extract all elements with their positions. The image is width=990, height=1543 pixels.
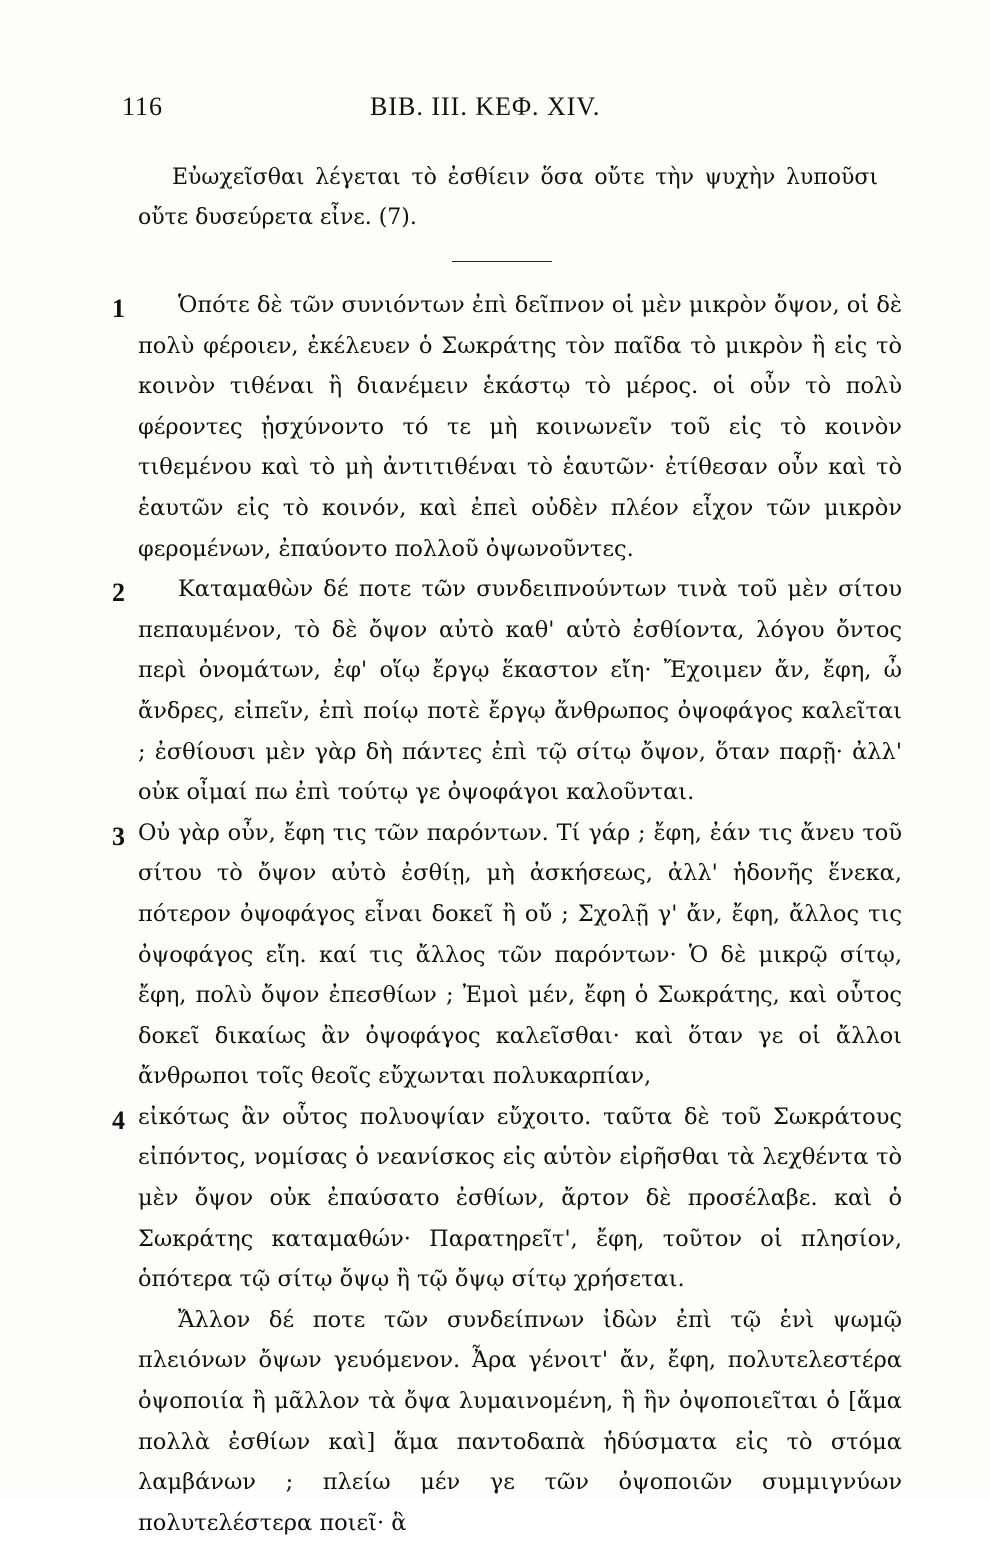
page-header <box>122 92 882 132</box>
chapter-body <box>112 285 902 1543</box>
chapter-summary: Εὐωχεῖσθαι λέγεται τὸ ἐσθίειν ὅσα οὔτε τὴν ψυχὴν λυποῦσι οὔτε δυσεύρετα εἶνε. (7). <box>138 165 878 230</box>
paragraph-text: Ἄλλον δέ ποτε τῶν συνδείπνων ἰδὼν ἐπὶ τῷ ἑνὶ ψωμῷ πλειόνων ὄψων γευόμενον. Ἆρα γένοιτ' ἄν, ἔφη, πολυτελεστέρα ὀψοποιία ἢ μᾶλλον τὰ ὄψα λυμαινομένη, ἣ ἣν ὀψοποιεῖται ὁ [ἅμα πολλὰ ἐσθίων καὶ] ἅμα παντοδαπὰ ἡδύσματα εἰς τὸ στόμα λαμβάνων ; πλείω μέν γε τῶν ὀψοποιῶν συμμιγνύων πολυτελέστερα ποιεῖ· ἃ <box>138 1306 902 1536</box>
paragraph-number: 2 <box>112 578 125 608</box>
paragraph-number: 3 <box>112 821 125 851</box>
paragraph-number: 4 <box>112 1105 125 1135</box>
separator-rule <box>452 261 552 262</box>
paragraph-text: Οὐ γὰρ οὖν, ἔφη τις τῶν παρόντων. Τί γάρ ; ἔφη, ἐάν τις ἄνευ τοῦ σίτου τὸ ὄψον αὐτὸ ἐσθίῃ, μὴ ἀσκήσεως, ἀλλ' ἡδονῆς ἕνεκα, πότερον ὀψοφάγος εἶναι δοκεῖ ἢ οὔ ; Σχολῇ γ' ἄν, ἔφη, ἄλλος τις ὀψοφάγος εἴη. καί τις ἄλλος τῶν παρόντων· Ὁ δὲ μικρῷ σίτῳ, ἔφη, πολὺ ὄψον ἐπεσθίων ; Ἐμοὶ μέν, ἔφη ὁ Σωκράτης, καὶ οὗτος δοκεῖ δικαίως ἂν ὀψοφάγος καλεῖσθαι· καὶ ὅταν γε οἱ ἄλλοι ἄνθρωποι τοῖς θεοῖς εὔχωνται πολυκαρπίαν, <box>138 819 902 1090</box>
paragraph <box>138 1300 902 1543</box>
paragraph <box>112 1097 902 1300</box>
paragraph <box>112 285 902 569</box>
paragraph-text: εἰκότως ἂν οὗτος πολυοψίαν εὔχοιτο. ταῦτα δὲ τοῦ Σωκράτους εἰπόντος, νομίσας ὁ νεανίσκος εἰς αὑτὸν εἰρῆσθαι τὰ λεχθέντα τὸ μὲν ὄψον οὐκ ἐπαύσατο ἐσθίων, ἄρτον δὲ προσέλαβε. καὶ ὁ Σωκράτης καταμαθών· Παρατηρεῖτ', ἔφη, τοῦτον οἱ πλησίον, ὁπότερα τῷ σίτῳ ὄψῳ ἢ τῷ ὄψῳ σίτῳ χρήσεται. <box>138 1103 902 1293</box>
paragraph-text: Ὁπότε δὲ τῶν συνιόντων ἐπὶ δεῖπνον οἱ μὲν μικρὸν ὄψον, οἱ δὲ πολὺ φέροιεν, ἐκέλευεν ὁ Σωκράτης τὸν παῖδα τὸ μικρὸν ἢ εἰς τὸ κοινὸν τιθέναι ἢ διανέμειν ἑκάστῳ τὸ μέρος. οἱ οὖν τὸ πολὺ φέροντες ᾐσχύνοντο τό τε μὴ κοινωνεῖν τοῦ εἰς τὸ κοινὸν τιθεμένου καὶ τὸ μὴ ἀντιτιθέναι τὸ ἑαυτῶν· ἐτίθεσαν οὖν καὶ τὸ ἑαυτῶν εἰς τὸ κοινόν, καὶ ἐπεὶ οὐδὲν πλέον εἶχον τῶν μικρὸν φερομένων, ἐπαύοντο πολλοῦ ὀψωνοῦντες. <box>138 292 902 562</box>
paragraph <box>112 813 902 1097</box>
paragraph-number: 1 <box>112 294 125 323</box>
page-number: 116 <box>122 92 164 121</box>
running-title: BIB. III. ΚΕΦ. XIV. <box>370 92 601 121</box>
paragraph <box>112 569 902 813</box>
paragraph-text: Καταμαθὼν δέ ποτε τῶν συνδειπνούντων τινὰ τοῦ μὲν σίτου πεπαυμένον, τὸ δὲ ὄψον αὐτὸ καθ' αὑτὸ ἐσθίοντα, λόγου ὄντος περὶ ὀνομάτων, ἐφ' οἵῳ ἔργῳ ἕκαστον εἴη· Ἔχοιμεν ἄν, ἔφη, ὦ ἄνδρες, εἰπεῖν, ἐπὶ ποίῳ ποτὲ ἔργῳ ἄνθρωπος ὀψοφάγος καλεῖται ; ἐσθίουσι μὲν γὰρ δὴ πάντες ἐπὶ τῷ σίτῳ ὄψον, ὅταν παρῇ· ἀλλ' οὐκ οἶμαί πω ἐπὶ τούτῳ γε ὀψοφάγοι καλοῦνται. <box>138 576 902 806</box>
